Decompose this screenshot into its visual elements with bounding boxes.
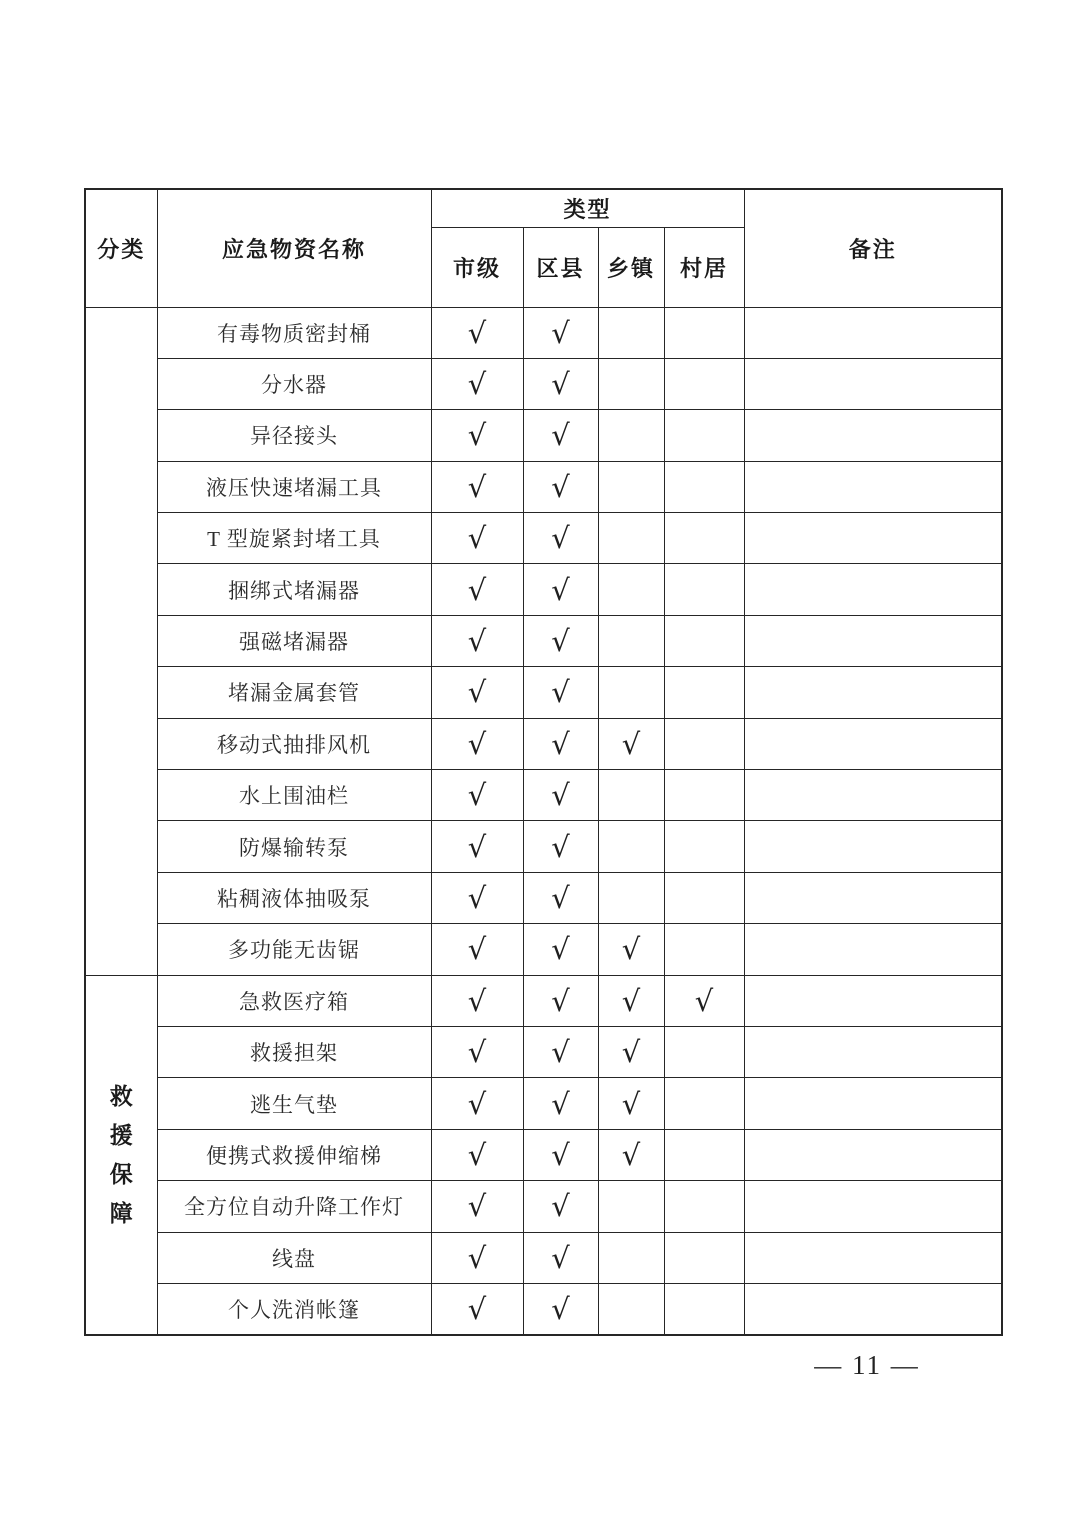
remark-cell: [744, 358, 1002, 409]
check-empty-cell: [664, 872, 744, 923]
item-name: 多功能无齿锯: [157, 924, 431, 975]
check-mark-cell: √: [523, 410, 598, 461]
remark-cell: [744, 410, 1002, 461]
table-row: [85, 1026, 1002, 1077]
item-name: 移动式抽排风机: [157, 718, 431, 769]
item-name: 线盘: [157, 1232, 431, 1283]
header-type-level: 区县: [523, 227, 598, 307]
check-empty-cell: [664, 770, 744, 821]
item-name: 堵漏金属套管: [157, 667, 431, 718]
remark-cell: [744, 975, 1002, 1026]
item-name: 防爆输转泵: [157, 821, 431, 872]
check-empty-cell: [598, 615, 664, 666]
check-mark-cell: √: [523, 564, 598, 615]
check-mark-cell: √: [523, 461, 598, 512]
check-mark-cell: √: [523, 358, 598, 409]
check-mark-cell: √: [523, 667, 598, 718]
remark-cell: [744, 307, 1002, 358]
item-name: 个人洗消帐篷: [157, 1283, 431, 1334]
check-mark-cell: √: [431, 975, 523, 1026]
check-mark-cell: √: [431, 461, 523, 512]
header-row-top: [85, 189, 1002, 227]
table-row: [85, 667, 1002, 718]
check-mark-cell: √: [523, 975, 598, 1026]
check-mark-cell: √: [598, 1078, 664, 1129]
check-empty-cell: [664, 718, 744, 769]
check-mark-cell: √: [523, 307, 598, 358]
check-empty-cell: [598, 872, 664, 923]
remark-cell: [744, 770, 1002, 821]
remark-cell: [744, 1181, 1002, 1232]
item-name: 分水器: [157, 358, 431, 409]
check-mark-cell: √: [431, 410, 523, 461]
check-empty-cell: [664, 1129, 744, 1180]
check-mark-cell: √: [431, 615, 523, 666]
emergency-supplies-table: [84, 188, 1003, 1336]
check-empty-cell: [664, 358, 744, 409]
check-mark-cell: √: [431, 564, 523, 615]
check-empty-cell: [598, 410, 664, 461]
check-mark-cell: √: [523, 1232, 598, 1283]
remark-cell: [744, 1129, 1002, 1180]
header-type-level: 村居: [664, 227, 744, 307]
check-empty-cell: [598, 667, 664, 718]
check-mark-cell: √: [523, 513, 598, 564]
check-empty-cell: [664, 1181, 744, 1232]
check-empty-cell: [598, 564, 664, 615]
check-mark-cell: √: [523, 770, 598, 821]
check-empty-cell: [598, 513, 664, 564]
table-row: [85, 307, 1002, 358]
check-mark-cell: √: [523, 1026, 598, 1077]
check-mark-cell: √: [431, 1181, 523, 1232]
check-empty-cell: [664, 1026, 744, 1077]
check-mark-cell: √: [598, 924, 664, 975]
check-mark-cell: √: [523, 1078, 598, 1129]
check-mark-cell: √: [431, 1026, 523, 1077]
item-name: T 型旋紧封堵工具: [157, 513, 431, 564]
check-empty-cell: [598, 1181, 664, 1232]
item-name: 水上围油栏: [157, 770, 431, 821]
remark-cell: [744, 667, 1002, 718]
check-mark-cell: √: [598, 975, 664, 1026]
check-mark-cell: √: [523, 924, 598, 975]
table-row: [85, 1181, 1002, 1232]
table-row: [85, 513, 1002, 564]
check-empty-cell: [598, 770, 664, 821]
check-mark-cell: √: [431, 358, 523, 409]
item-name: 全方位自动升降工作灯: [157, 1181, 431, 1232]
check-empty-cell: [664, 1078, 744, 1129]
check-mark-cell: √: [523, 1283, 598, 1334]
check-mark-cell: √: [523, 718, 598, 769]
check-empty-cell: [598, 461, 664, 512]
check-mark-cell: √: [598, 1026, 664, 1077]
check-empty-cell: [664, 615, 744, 666]
remark-cell: [744, 1283, 1002, 1334]
remark-cell: [744, 718, 1002, 769]
remark-cell: [744, 872, 1002, 923]
check-mark-cell: √: [598, 718, 664, 769]
check-empty-cell: [598, 358, 664, 409]
remark-cell: [744, 821, 1002, 872]
check-empty-cell: [664, 1283, 744, 1334]
table-row: [85, 615, 1002, 666]
item-name: 有毒物质密封桶: [157, 307, 431, 358]
table-row: [85, 1232, 1002, 1283]
check-mark-cell: √: [431, 770, 523, 821]
check-mark-cell: √: [431, 1129, 523, 1180]
category-char: 障: [109, 1199, 133, 1226]
table-row: [85, 924, 1002, 975]
table-row: [85, 872, 1002, 923]
check-mark-cell: √: [431, 667, 523, 718]
category-cell: [85, 307, 157, 975]
table-row: [85, 564, 1002, 615]
table-row: [85, 821, 1002, 872]
remark-cell: [744, 564, 1002, 615]
table-body: [85, 307, 1002, 1335]
table-row: [85, 1283, 1002, 1334]
item-name: 捆绑式堵漏器: [157, 564, 431, 615]
check-mark-cell: √: [431, 924, 523, 975]
item-name: 强磁堵漏器: [157, 615, 431, 666]
remark-cell: [744, 461, 1002, 512]
item-name: 逃生气垫: [157, 1078, 431, 1129]
category-cell: [85, 975, 157, 1335]
check-empty-cell: [664, 410, 744, 461]
item-name: 急救医疗箱: [157, 975, 431, 1026]
item-name: 救援担架: [157, 1026, 431, 1077]
check-mark-cell: √: [523, 1181, 598, 1232]
remark-cell: [744, 615, 1002, 666]
check-mark-cell: √: [431, 1283, 523, 1334]
header-remark: 备注: [744, 189, 1002, 307]
table-header: [85, 189, 1002, 307]
page-number: — 11 —: [814, 1350, 920, 1380]
category-char: 救: [109, 1082, 133, 1109]
header-type-level: 市级: [431, 227, 523, 307]
remark-cell: [744, 1026, 1002, 1077]
header-type-level: 乡镇: [598, 227, 664, 307]
check-mark-cell: √: [431, 1232, 523, 1283]
check-mark-cell: √: [431, 1078, 523, 1129]
table-row: [85, 358, 1002, 409]
check-empty-cell: [664, 667, 744, 718]
check-empty-cell: [664, 1232, 744, 1283]
table-row: [85, 975, 1002, 1026]
check-empty-cell: [664, 513, 744, 564]
check-empty-cell: [598, 307, 664, 358]
remark-cell: [744, 513, 1002, 564]
check-empty-cell: [664, 821, 744, 872]
check-empty-cell: [598, 1232, 664, 1283]
check-mark-cell: √: [431, 872, 523, 923]
item-name: 异径接头: [157, 410, 431, 461]
table-row: [85, 1129, 1002, 1180]
remark-cell: [744, 924, 1002, 975]
item-name: 便携式救援伸缩梯: [157, 1129, 431, 1180]
table-row: [85, 410, 1002, 461]
check-mark-cell: √: [431, 718, 523, 769]
item-name: 粘稠液体抽吸泵: [157, 872, 431, 923]
table-row: [85, 461, 1002, 512]
check-mark-cell: √: [664, 975, 744, 1026]
header-item-name: 应急物资名称: [157, 189, 431, 307]
category-char: 保: [109, 1160, 133, 1187]
header-type-group: 类型: [431, 189, 744, 227]
header-category: 分类: [85, 189, 157, 307]
category-char: 援: [109, 1121, 133, 1148]
check-empty-cell: [664, 307, 744, 358]
item-name: 液压快速堵漏工具: [157, 461, 431, 512]
table-row: [85, 770, 1002, 821]
check-mark-cell: √: [431, 821, 523, 872]
table-row: [85, 1078, 1002, 1129]
check-mark-cell: √: [431, 513, 523, 564]
table-row: [85, 718, 1002, 769]
remark-cell: [744, 1232, 1002, 1283]
check-empty-cell: [598, 821, 664, 872]
check-mark-cell: √: [598, 1129, 664, 1180]
check-mark-cell: √: [523, 1129, 598, 1180]
check-empty-cell: [664, 564, 744, 615]
check-empty-cell: [664, 924, 744, 975]
check-mark-cell: √: [523, 872, 598, 923]
check-mark-cell: √: [431, 307, 523, 358]
check-empty-cell: [664, 461, 744, 512]
check-mark-cell: √: [523, 821, 598, 872]
check-empty-cell: [598, 1283, 664, 1334]
check-mark-cell: √: [523, 615, 598, 666]
remark-cell: [744, 1078, 1002, 1129]
